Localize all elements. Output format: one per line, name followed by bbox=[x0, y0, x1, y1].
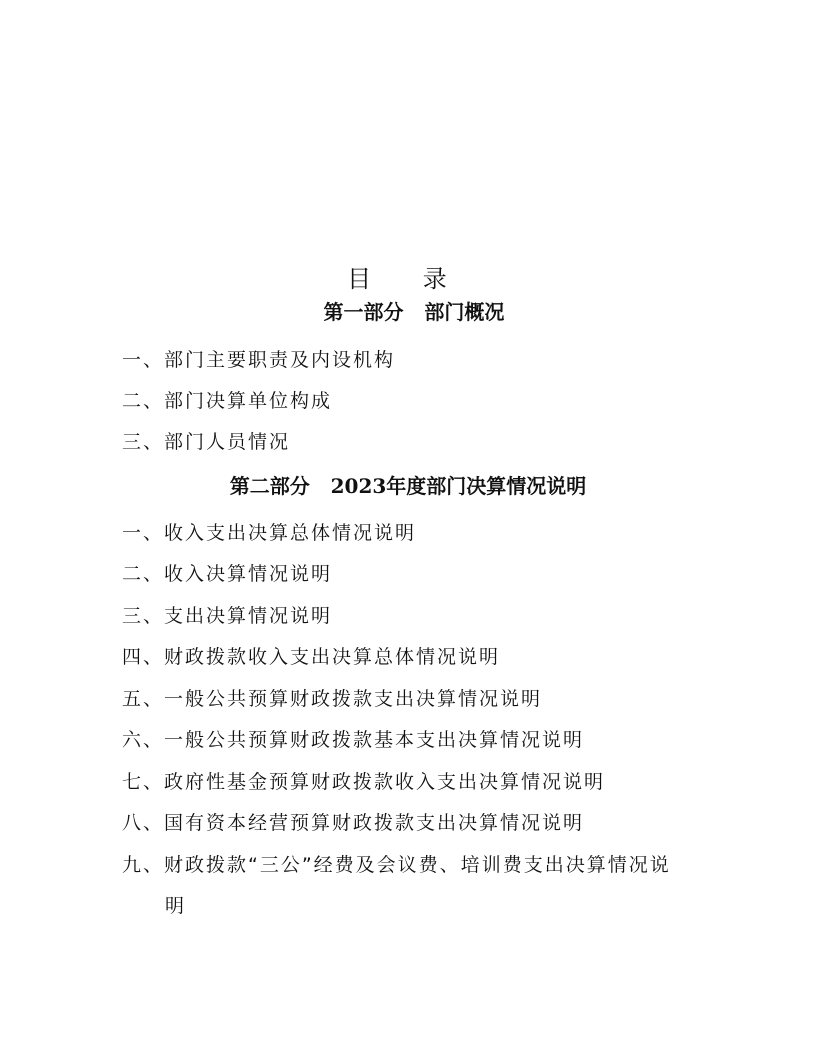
toc-title: 目 录 bbox=[347, 265, 469, 293]
toc-entry: 四、财政拨款收入支出决算总体情况说明 bbox=[122, 646, 501, 668]
part-2-heading: 第二部分 2023年度部门决算情况说明 bbox=[229, 474, 587, 498]
toc-entry: 八、国有资本经营预算财政拨款支出决算情况说明 bbox=[122, 812, 585, 834]
toc-entry-last: 九、财政拨款“三公”经费及会议费、培训费支出决算情况说 bbox=[122, 854, 671, 876]
toc-entry: 二、收入决算情况说明 bbox=[122, 563, 333, 585]
toc-entry: 一、部门主要职责及内设机构 bbox=[122, 349, 396, 371]
toc-entry: 三、部门人员情况 bbox=[122, 431, 291, 453]
toc-entry: 一、收入支出决算总体情况说明 bbox=[122, 522, 417, 544]
part-1-heading: 第一部分 部门概况 bbox=[323, 300, 505, 324]
toc-entry: 二、部门决算单位构成 bbox=[122, 390, 333, 412]
toc-entry: 三、支出决算情况说明 bbox=[122, 605, 333, 627]
toc-entry: 七、政府性基金预算财政拨款收入支出决算情况说明 bbox=[122, 771, 606, 793]
toc-entry-last-continuation: 明 bbox=[165, 895, 187, 917]
toc-entry: 六、一般公共预算财政拨款基本支出决算情况说明 bbox=[122, 729, 585, 751]
toc-entry: 五、一般公共预算财政拨款支出决算情况说明 bbox=[122, 688, 543, 710]
